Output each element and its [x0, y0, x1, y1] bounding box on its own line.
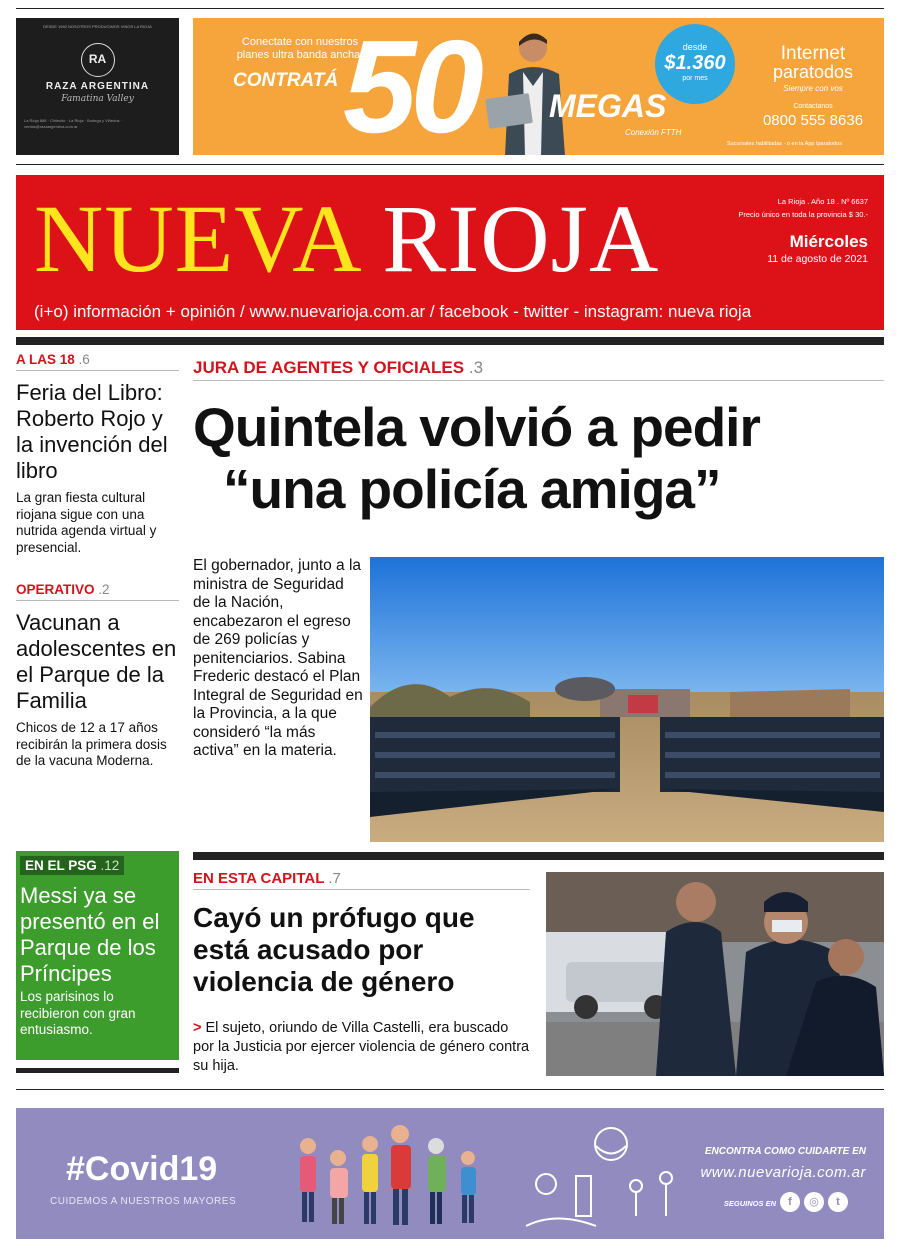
second-story-text	[193, 1019, 533, 1076]
main-kicker	[193, 358, 483, 378]
ad-big-number: 50	[343, 18, 478, 155]
prevention-icons	[516, 1116, 686, 1236]
kicker-page: .3	[468, 358, 484, 377]
covid-hashtag: #Covid19	[66, 1150, 218, 1188]
covid-slogan: CUIDEMOS A NUESTROS MAYORES	[50, 1196, 237, 1207]
story-headline[interactable]: Vacunan a adolescentes en el Parque de la Familia	[16, 610, 177, 713]
main-headline-line1: Quintela volvió a pedir	[193, 396, 760, 458]
kicker-page: .6	[78, 352, 90, 367]
ad-signature: Famatina Valley	[61, 94, 134, 104]
main-story-rule	[193, 852, 884, 860]
inet-brand-a: Internet	[780, 43, 846, 64]
inet-tagline: Siempre con vos	[783, 84, 843, 93]
instagram-icon[interactable]: ◎	[804, 1192, 824, 1212]
covid-url[interactable]: www.nuevarioja.com.ar	[700, 1164, 866, 1181]
ad-megas: MEGAS	[549, 88, 667, 124]
main-headline-line2: “una policía amiga”	[223, 458, 721, 520]
weekday: Miércoles	[789, 232, 868, 251]
raza-argentina-ad[interactable]	[16, 18, 179, 155]
newspaper-title	[34, 179, 659, 299]
price-per: por mes	[682, 75, 708, 82]
second-headline[interactable]: Cayó un prófugo que está acusado por violencia de género	[193, 902, 475, 997]
second-story-summary: El sujeto, oriundo de Villa Castelli, era buscado por la Justicia por ejercer violencia de género contra su hija.	[193, 1020, 530, 1074]
kicker-page: .2	[98, 582, 110, 597]
kicker-label: EN EL PSG	[25, 858, 97, 873]
ad-brand: RAZA ARGENTINA	[45, 81, 150, 92]
story-vacunan[interactable]	[16, 582, 179, 770]
title-part1: NUEVA	[34, 185, 358, 292]
internet-paratodos-ad[interactable]	[193, 18, 884, 155]
main-story-text: El gobernador, junto a la ministra de Seguridad de la Nación, encabezaron el egreso de 269 policías y penitenciarios. Sabina Frederic destacó el Plan Integral de Seguridad en la Provincia, a la que consideró “la más activa” en la materia.	[193, 557, 363, 759]
kicker-page: .12	[100, 858, 120, 873]
story-summary: Los parisinos lo recibieron con gran entusiasmo.	[20, 989, 136, 1037]
inet-contact-label: Contactanos	[793, 103, 833, 110]
kicker-underline	[16, 370, 179, 371]
covid-line1: ENCONTRA COMO CUIDARTE EN	[704, 1146, 866, 1157]
second-kicker-underline	[193, 889, 530, 890]
ad-tiny-text: DESDE 1992 NOSOTROS PRODUCIMOS VINOS LA RIOJA	[43, 24, 152, 29]
bottom-rule	[16, 1089, 884, 1090]
kicker-label: JURA DE AGENTES Y OFICIALES	[193, 358, 465, 377]
story-messi-box[interactable]	[16, 851, 179, 1060]
covid-ad[interactable]	[16, 1108, 884, 1239]
inet-phone[interactable]: 0800 555 8636	[762, 112, 864, 129]
inet-brand-b: paratodos	[772, 62, 854, 82]
police-ceremony-photo[interactable]	[370, 557, 884, 842]
kicker-underline	[16, 600, 179, 601]
left-column-rule	[16, 1068, 179, 1073]
masthead	[16, 175, 884, 330]
ad-ftth: Conexión FTTH	[625, 128, 682, 137]
arrow-icon: >	[193, 1020, 202, 1036]
price-desde: desde	[682, 42, 708, 52]
price-note: Precio único en toda la provincia $ 30.-	[738, 210, 868, 219]
second-kicker	[193, 870, 341, 887]
ad-cta: CONTRATÁ	[233, 70, 339, 91]
inet-brand	[753, 44, 873, 129]
story-summary: Chicos de 12 a 17 años recibirán la primera dosis de la vacuna Moderna.	[16, 720, 167, 768]
main-headline[interactable]	[193, 396, 884, 520]
arrest-photo[interactable]	[546, 872, 884, 1076]
story-summary: La gran fiesta cultural riojana sigue con una nutrida agenda virtual y presencial.	[16, 490, 157, 555]
covid-follow: SEGUINOS EN	[723, 1199, 776, 1208]
ad-small-text: La Rioja 888 · Chilecito · La Rioja · Bodega y Viñedos · ventas@razaargentina.com.ar	[24, 118, 122, 129]
kicker-page: .7	[328, 870, 341, 887]
story-feria-libro[interactable]	[16, 352, 179, 556]
kicker-label: A LAS 18	[16, 352, 75, 367]
twitter-icon[interactable]: t	[828, 1192, 848, 1212]
kicker-label: OPERATIVO	[16, 582, 95, 597]
edition-info	[738, 197, 868, 265]
title-part2: RIOJA	[382, 185, 660, 292]
people-illustration	[288, 1116, 518, 1236]
masthead-tagline[interactable]: (i+o) información + opinión / www.nuevarioja.com.ar / facebook - twitter - instagram: nueva rioja	[34, 302, 752, 321]
ad-rule	[16, 164, 884, 165]
story-kicker	[16, 582, 179, 597]
facebook-icon[interactable]: f	[780, 1192, 800, 1212]
left-column	[16, 352, 179, 770]
ad-price-badge	[655, 24, 735, 104]
story-kicker	[16, 352, 179, 367]
social-icons	[780, 1192, 848, 1212]
main-kicker-underline	[193, 380, 884, 381]
ad-connect-text: Conectate con nuestros planes ultra banda ancha!	[236, 36, 364, 61]
edition-number: La Rioja . Año 18 . Nº 6637	[777, 197, 868, 206]
story-headline[interactable]: Feria del Libro: Roberto Rojo y la invención del libro	[16, 380, 168, 483]
kicker-label: EN ESTA CAPITAL	[193, 870, 325, 887]
story-kicker	[20, 856, 124, 875]
price-value: $1.360	[664, 52, 726, 74]
ra-logo-icon: RA	[81, 43, 115, 77]
top-rule	[16, 8, 884, 9]
masthead-rule	[16, 337, 884, 345]
ad-footer: Sucursales habilitadas · o en la App Iparatodos	[727, 141, 842, 147]
story-headline[interactable]: Messi ya se presentó en el Parque de los Príncipes	[20, 883, 160, 986]
date: 11 de agosto de 2021	[767, 253, 868, 265]
